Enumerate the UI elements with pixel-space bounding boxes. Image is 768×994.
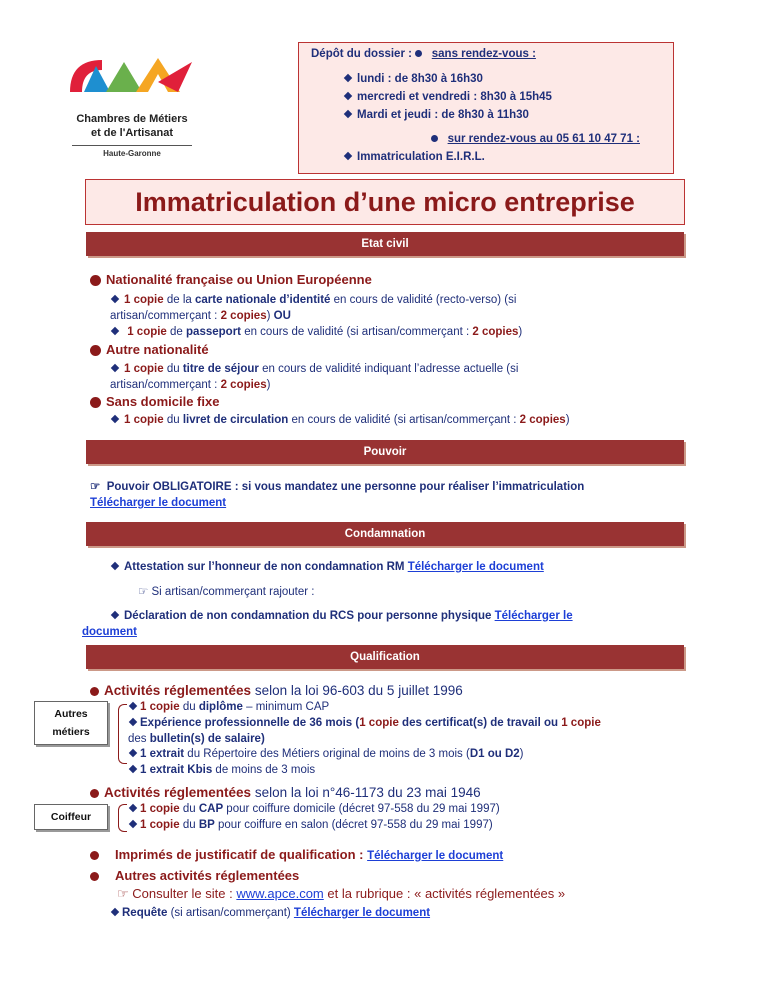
qualification-heading-3: Imprimés de justificatif de qualification : bbox=[115, 847, 364, 862]
bullet-icon bbox=[90, 872, 99, 881]
bullet-icon bbox=[415, 50, 422, 57]
requete-item bbox=[110, 905, 430, 921]
logo-name-line1: Chambres de Métiers bbox=[76, 113, 188, 125]
coiffeur-item-1: 1 copie du CAP pour coiffure domicile (décret 97-558 du 29 mai 1997) bbox=[128, 801, 500, 817]
hours-1: lundi : de 8h30 à 16h30 bbox=[357, 73, 483, 85]
pointing-hand-icon: ☞ bbox=[90, 481, 101, 493]
diamond-icon bbox=[129, 804, 137, 812]
qualification-heading-2-law: selon la loi n°46-1173 du 23 mai 1946 bbox=[254, 785, 481, 800]
condamnation-item-1 bbox=[110, 559, 544, 575]
appointment-phone: sur rendez-vous au 05 61 10 47 71 : bbox=[447, 133, 640, 145]
section-qualification: Qualification bbox=[86, 645, 684, 669]
section-pouvoir: Pouvoir bbox=[86, 440, 684, 464]
logo-divider bbox=[72, 145, 192, 146]
diamond-icon bbox=[129, 765, 137, 773]
etat-civil-item-2b: artisan/commerçant : 2 copies) bbox=[110, 379, 271, 391]
logo-name bbox=[66, 112, 198, 140]
diamond-icon bbox=[111, 327, 119, 335]
bullet-icon bbox=[431, 135, 438, 142]
diamond-icon bbox=[129, 820, 137, 828]
diamond-icon bbox=[129, 718, 137, 726]
requete-download-link[interactable]: Télécharger le document bbox=[293, 907, 431, 919]
diamond-icon bbox=[111, 364, 119, 372]
diamond-icon bbox=[111, 562, 119, 570]
etat-civil-item-3: 1 copie du livret de circulation en cours de validité (si artisan/commerçant : 2 copies) bbox=[110, 412, 570, 428]
coiffeur-label: Coiffeur bbox=[50, 811, 92, 823]
section-condamnation: Condamnation bbox=[86, 522, 684, 546]
condamnation-rcs-download-link[interactable]: Télécharger le bbox=[494, 610, 573, 622]
qual-item-3: 1 extrait du Répertoire des Métiers original de moins de 3 mois (D1 ou D2) bbox=[128, 746, 524, 762]
requete-rest: (si artisan/commerçant) bbox=[170, 907, 291, 919]
condamnation-note bbox=[138, 584, 315, 600]
etat-civil-item-1a: 1 copie de la carte nationale d’identité en cours de validité (recto-verso) (si bbox=[110, 292, 516, 308]
qualification-heading-1: Activités réglementées bbox=[104, 683, 252, 698]
hours-2: mercredi et vendredi : 8h30 à 15h45 bbox=[357, 91, 552, 103]
coiffeur-box bbox=[34, 804, 108, 830]
bullet-icon bbox=[90, 397, 101, 408]
brace bbox=[118, 804, 127, 832]
hours-3: Mardi et jeudi : de 8h30 à 11h30 bbox=[357, 109, 529, 121]
condamnation-item-2 bbox=[110, 608, 573, 624]
etat-civil-item-1b: artisan/commerçant : 2 copies) OU bbox=[110, 310, 291, 322]
diamond-icon bbox=[111, 295, 119, 303]
logo-region: Haute-Garonne bbox=[103, 149, 161, 158]
bullet-icon bbox=[90, 345, 101, 356]
logo-name-line2: et de l'Artisanat bbox=[90, 127, 174, 139]
qualification-heading-1-law: selon la loi 96-603 du 5 juillet 1996 bbox=[254, 683, 463, 698]
condamnation-item-1-label: Attestation sur l’honneur de non condamnation RM bbox=[124, 561, 405, 573]
diamond-icon bbox=[344, 74, 352, 82]
qualification-heading-4: Autres activités réglementées bbox=[115, 868, 300, 883]
qual-item-1: 1 copie du diplôme – minimum CAP bbox=[128, 699, 329, 715]
condamnation-rcs-download-link-cont[interactable]: document bbox=[82, 626, 137, 638]
qualification-heading-2: Activités réglementées bbox=[104, 785, 252, 800]
diamond-icon bbox=[344, 110, 352, 118]
apce-link[interactable]: www.apce.com bbox=[236, 886, 324, 901]
qualification-download-link[interactable]: Télécharger le document bbox=[367, 850, 504, 862]
etat-civil-item-1c: 1 copie de passeport en cours de validité (si artisan/commerçant : 2 copies) bbox=[110, 324, 522, 340]
coiffeur-item-2: 1 copie du BP pour coiffure en salon (décret 97-558 du 29 mai 1997) bbox=[128, 817, 493, 833]
diamond-icon bbox=[111, 611, 119, 619]
diamond-icon bbox=[129, 749, 137, 757]
etat-civil-item-2a: 1 copie du titre de séjour en cours de validité indiquant l’adresse actuelle (si bbox=[110, 361, 518, 377]
diamond-icon bbox=[344, 92, 352, 100]
etat-civil-heading-2: Autre nationalité bbox=[106, 342, 209, 357]
condamnation-rm-download-link[interactable]: Télécharger le document bbox=[407, 561, 544, 573]
brace bbox=[118, 704, 127, 764]
diamond-icon bbox=[129, 702, 137, 710]
pouvoir-text bbox=[90, 479, 584, 495]
pouvoir-label: Pouvoir OBLIGATOIRE : si vous mandatez une personne pour réaliser l’immatriculation bbox=[106, 481, 585, 493]
deposit-label: Dépôt du dossier : bbox=[311, 48, 412, 60]
condamnation-item-2-label: Déclaration de non condamnation du RCS pour personne physique bbox=[124, 610, 492, 622]
pointing-hand-icon: ☞ bbox=[117, 886, 129, 901]
autres-metiers-box bbox=[34, 701, 108, 745]
qual-item-2: Expérience professionnelle de 36 mois (1 copie des certificat(s) de travail ou 1 copie bbox=[128, 715, 601, 731]
appointment-item: Immatriculation E.I.R.L. bbox=[357, 151, 485, 163]
condamnation-note-label: Si artisan/commerçant rajouter : bbox=[151, 586, 315, 598]
diamond-icon bbox=[111, 908, 119, 916]
diamond-icon bbox=[344, 152, 352, 160]
section-etat-civil: Etat civil bbox=[86, 232, 684, 256]
bullet-icon bbox=[90, 851, 99, 860]
apce-consult bbox=[117, 886, 565, 902]
deposit-info-box bbox=[298, 42, 674, 174]
pointing-hand-icon: ☞ bbox=[138, 586, 149, 598]
requete-label: Requête bbox=[122, 907, 168, 919]
consult-label: Consulter le site : bbox=[132, 886, 233, 901]
no-appointment-label: sans rendez-vous : bbox=[431, 48, 536, 60]
page-title: Immatriculation d’une micro entreprise bbox=[85, 179, 685, 225]
etat-civil-heading-1: Nationalité française ou Union Européenne bbox=[106, 272, 372, 287]
consult-rest: et la rubrique : « activités réglementées » bbox=[327, 886, 566, 901]
autres-metiers-label: Autres métiers bbox=[52, 708, 90, 738]
qual-item-2-cont: des bulletin(s) de salaire) bbox=[128, 733, 265, 745]
bullet-icon bbox=[90, 275, 101, 286]
etat-civil-heading-3: Sans domicile fixe bbox=[106, 394, 220, 409]
cma-logo bbox=[62, 52, 202, 112]
bullet-icon bbox=[90, 789, 99, 798]
pouvoir-download-link[interactable]: Télécharger le document bbox=[90, 497, 227, 509]
qual-item-4: 1 extrait Kbis de moins de 3 mois bbox=[128, 762, 315, 778]
diamond-icon bbox=[111, 415, 119, 423]
bullet-icon bbox=[90, 687, 99, 696]
